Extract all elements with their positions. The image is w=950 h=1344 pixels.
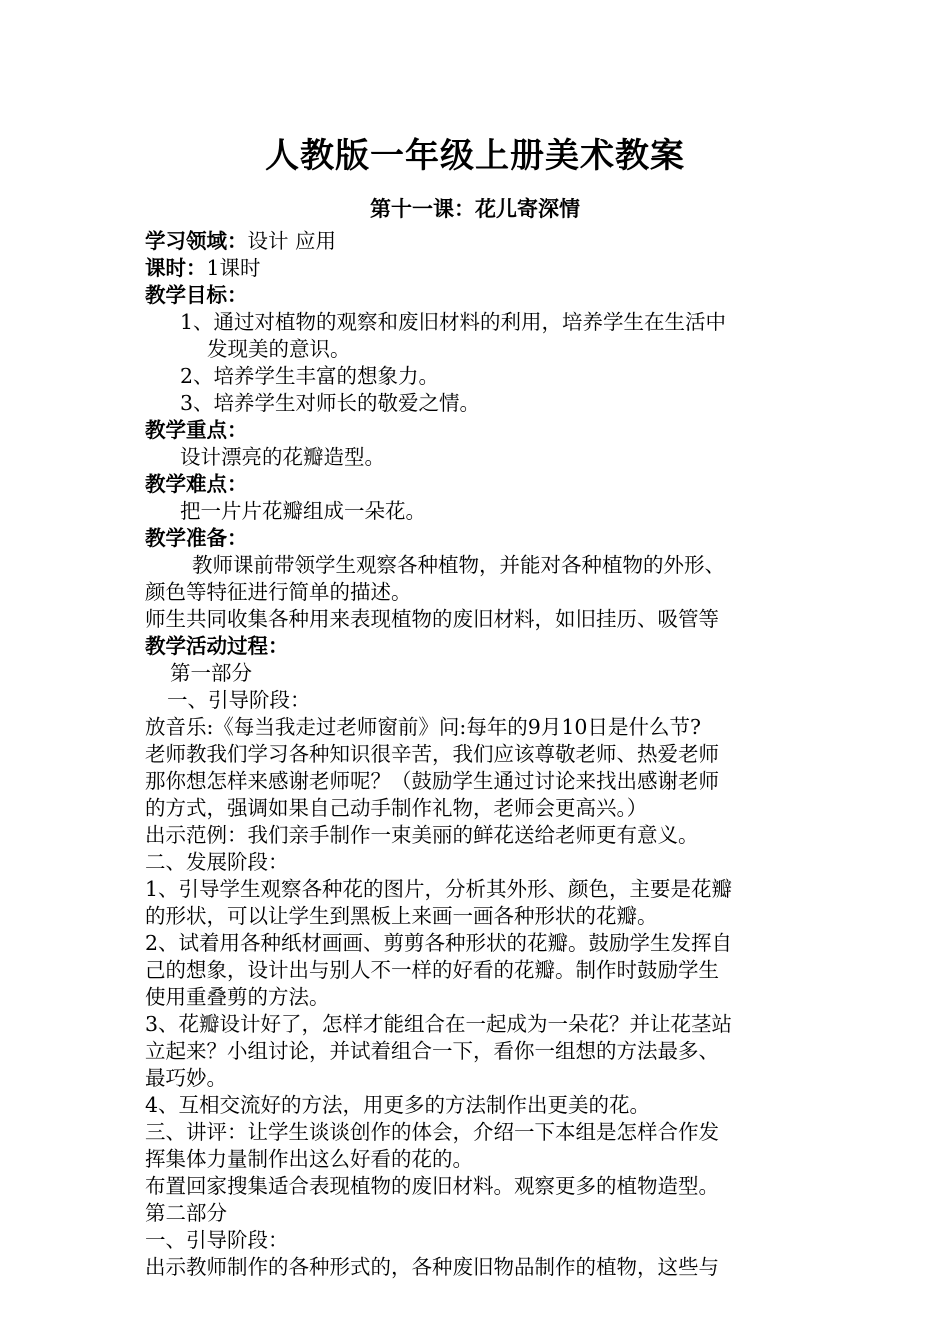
- process-heading: 教学活动过程：: [145, 634, 289, 658]
- paragraph-line: 的方式，强调如果自己动手制作礼物，老师会更高兴。）: [145, 796, 648, 820]
- key-point-text: 设计漂亮的花瓣造型。: [180, 445, 385, 469]
- paragraph-line: 出示教师制作的各种形式的，各种废旧物品制作的植物，这些与: [145, 1255, 719, 1279]
- paragraph-line: 的形状，可以让学生到黑板上来画一画各种形状的花瓣。: [145, 904, 658, 928]
- paragraph-line: 4、互相交流好的方法，用更多的方法制作出更美的花。: [145, 1093, 651, 1117]
- stage-2-heading: 二、发展阶段：: [145, 850, 289, 874]
- field-label: 学习领域：: [145, 229, 248, 253]
- paragraph-line: 三、讲评：让学生谈谈创作的体会，介绍一下本组是怎样合作发: [145, 1120, 719, 1144]
- stage-3-heading: 一、引导阶段：: [145, 1228, 289, 1252]
- part-1-heading: 第一部分: [170, 661, 252, 685]
- preparation-line-1: 教师课前带领学生观察各种植物，并能对各种植物的外形、: [192, 553, 725, 577]
- goal-2: 2、培养学生丰富的想象力。: [180, 364, 440, 388]
- part-2-heading: 第二部分: [145, 1201, 227, 1225]
- goal-1-line-a: 1、通过对植物的观察和废旧材料的利用，培养学生在生活中: [180, 310, 727, 334]
- preparation-line-2: 颜色等特征进行简单的描述。: [145, 580, 412, 604]
- goal-1-line-b: 发现美的意识。: [207, 337, 351, 361]
- preparation-heading: 教学准备：: [145, 526, 248, 550]
- key-point-heading: 教学重点：: [145, 418, 248, 442]
- lesson-subtitle: 第十一课：花儿寄深情: [370, 196, 580, 221]
- difficulty-text: 把一片片花瓣组成一朵花。: [180, 499, 426, 523]
- paragraph-line: 最巧妙。: [145, 1066, 227, 1090]
- stage-1-heading: 一、引导阶段：: [167, 688, 311, 712]
- field-value: 设计 应用: [247, 229, 337, 253]
- paragraph-line: 使用重叠剪的方法。: [145, 985, 330, 1009]
- paragraph-line: 放音乐:《每当我走过老师窗前》问:每年的9月10日是什么节?: [145, 715, 701, 739]
- paragraph-line: 1、引导学生观察各种花的图片，分析其外形、颜色，主要是花瓣: [145, 877, 733, 901]
- goals-heading: 教学目标：: [145, 283, 248, 307]
- document-title: 人教版一年级上册美术教案: [265, 136, 685, 176]
- field-line: [145, 228, 825, 255]
- paragraph-line: 3、花瓣设计好了，怎样才能组合在一起成为一朵花？并让花茎站: [145, 1012, 733, 1036]
- paragraph-line: 老师教我们学习各种知识很辛苦，我们应该尊敬老师、热爱老师: [145, 742, 719, 766]
- paragraph-line: 立起来？小组讨论，并试着组合一下，看你一组想的方法最多、: [145, 1039, 719, 1063]
- goal-3: 3、培养学生对师长的敬爱之情。: [180, 391, 481, 415]
- preparation-line-3: 师生共同收集各种用来表现植物的废旧材料，如旧挂历、吸管等: [145, 607, 719, 631]
- hours-line: [145, 255, 825, 282]
- paragraph-line: 2、试着用各种纸材画画、剪剪各种形状的花瓣。鼓励学生发挥自: [145, 931, 733, 955]
- paragraph-line: 出示范例：我们亲手制作一束美丽的鲜花送给老师更有意义。: [145, 823, 699, 847]
- document-body: [145, 228, 825, 1281]
- paragraph-line: 那你想怎样来感谢老师呢？（鼓励学生通过讨论来找出感谢老师: [145, 769, 719, 793]
- hours-label: 课时：: [145, 256, 207, 280]
- paragraph-line: 己的想象，设计出与别人不一样的好看的花瓣。制作时鼓励学生: [145, 958, 719, 982]
- paragraph-line: 挥集体力量制作出这么好看的花的。: [145, 1147, 473, 1171]
- hours-value: 1课时: [206, 256, 261, 280]
- paragraph-line: 布置回家搜集适合表现植物的废旧材料。观察更多的植物造型。: [145, 1174, 719, 1198]
- difficulty-heading: 教学难点：: [145, 472, 248, 496]
